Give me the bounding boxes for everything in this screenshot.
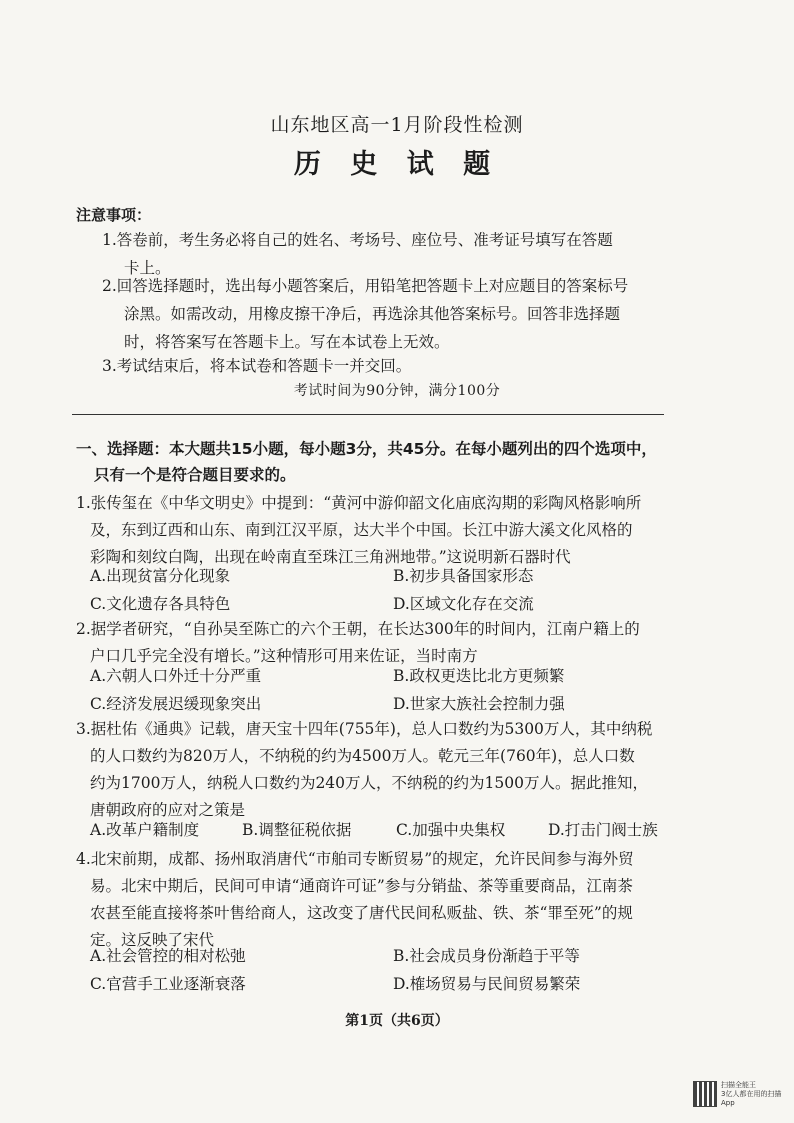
option: D.打击门阀士族 <box>548 821 658 839</box>
option: B.调整征税依据 <box>242 821 352 839</box>
notice-item-1: 1.答卷前，考生务必将自己的姓名、考场号、座位号、准考证号填写在答题 卡上。 <box>102 231 613 277</box>
option: A.社会管控的相对松弛 <box>90 947 246 965</box>
option: D.榷场贸易与民间贸易繁荣 <box>393 975 581 993</box>
qr-code-icon <box>693 1081 717 1107</box>
exam-time-info: 考试时间为90分钟，满分100分 <box>293 383 501 399</box>
question-4-stem: 4.北宋前期，成都、扬州取消唐代“市舶司专断贸易”的规定，允许民间参与海外贸 易。北宋中期后，民间可申请“通商许可证”参与分销盐、茶等重要商品，江南茶 农甚至能直接将茶叶售给商人，这改变了唐代民间私贩盐、铁、茶“罪至死”的规 定。这反映了宋代 <box>76 850 634 949</box>
option: A.改革户籍制度 <box>90 821 200 839</box>
page-number: 第1页（共6页） <box>345 1013 449 1029</box>
stamp-line-2: 3亿人都在用的扫描App <box>721 1089 782 1107</box>
option: B.初步具备国家形态 <box>393 567 534 585</box>
exam-subtitle: 山东地区高一1月阶段性检测 <box>270 114 524 136</box>
option: A.出现贫富分化现象 <box>90 567 231 585</box>
exam-title: 历 史 试 题 <box>293 149 501 180</box>
option: C.官营手工业逐渐衰落 <box>90 975 246 993</box>
question-1-stem: 1.张传玺在《中华文明史》中提到：“黄河中游仰韶文化庙底沟期的彩陶风格影响所 及，东到辽西和山东、南到江汉平原，达大半个中国。长江中游大溪文化风格的 彩陶和刻纹白陶，出现在岭南直至珠江三角洲地带。”这说明新石器时代 <box>76 494 642 566</box>
question-2-stem: 2.据学者研究，“自孙吴至陈亡的六个王朝，在长达300年的时间内，江南户籍上的 户口几乎完全没有增长。”这种情形可用来佐证，当时南方 <box>76 620 640 665</box>
question-1-options <box>90 562 680 618</box>
stamp-line-1: 扫描全能王 <box>721 1080 757 1089</box>
option: C.加强中央集权 <box>396 821 506 839</box>
option: D.世家大族社会控制力强 <box>393 695 565 713</box>
question-3-options <box>90 816 680 844</box>
notice-item-2: 2.回答选择题时，选出每小题答案后，用铅笔把答题卡上对应题目的答案标号 涂黑。如需改动，用橡皮擦干净后，再选涂其他答案标号。回答非选择题 时，将答案写在答题卡上。写在本试卷上无效。 <box>102 277 629 351</box>
question-4-options <box>90 942 680 998</box>
scanner-watermark <box>693 1079 789 1109</box>
option: B.政权更迭比北方更频繁 <box>393 667 565 685</box>
divider <box>72 414 664 415</box>
notice-item-3: 3.考试结束后，将本试卷和答题卡一并交回。 <box>102 357 412 375</box>
option: C.经济发展迟缓现象突出 <box>90 695 262 713</box>
option: B.社会成员身份渐趋于平等 <box>393 947 580 965</box>
notice-heading: 注意事项： <box>76 206 152 224</box>
question-2-options <box>90 662 680 718</box>
question-3-stem: 3.据杜佑《通典》记载，唐天宝十四年(755年)，总人口数约为5300万人，其中纳税 的人口数约为820万人，不纳税的约为4500万人。乾元三年(760年)，总人口数 约为1700万人，纳税人口数约为240万人，不纳税的约为1500万人。据此推知， 唐朝政府的应对之策是 <box>76 720 653 819</box>
section-heading: 一、选择题：本大题共15小题，每小题3分，共45分。在每小题列出的四个选项中， 只有一个是符合题目要求的。 <box>76 440 657 484</box>
option: C.文化遗存各具特色 <box>90 595 231 613</box>
option: D.区域文化存在交流 <box>393 595 534 613</box>
option: A.六朝人口外迁十分严重 <box>90 667 262 685</box>
